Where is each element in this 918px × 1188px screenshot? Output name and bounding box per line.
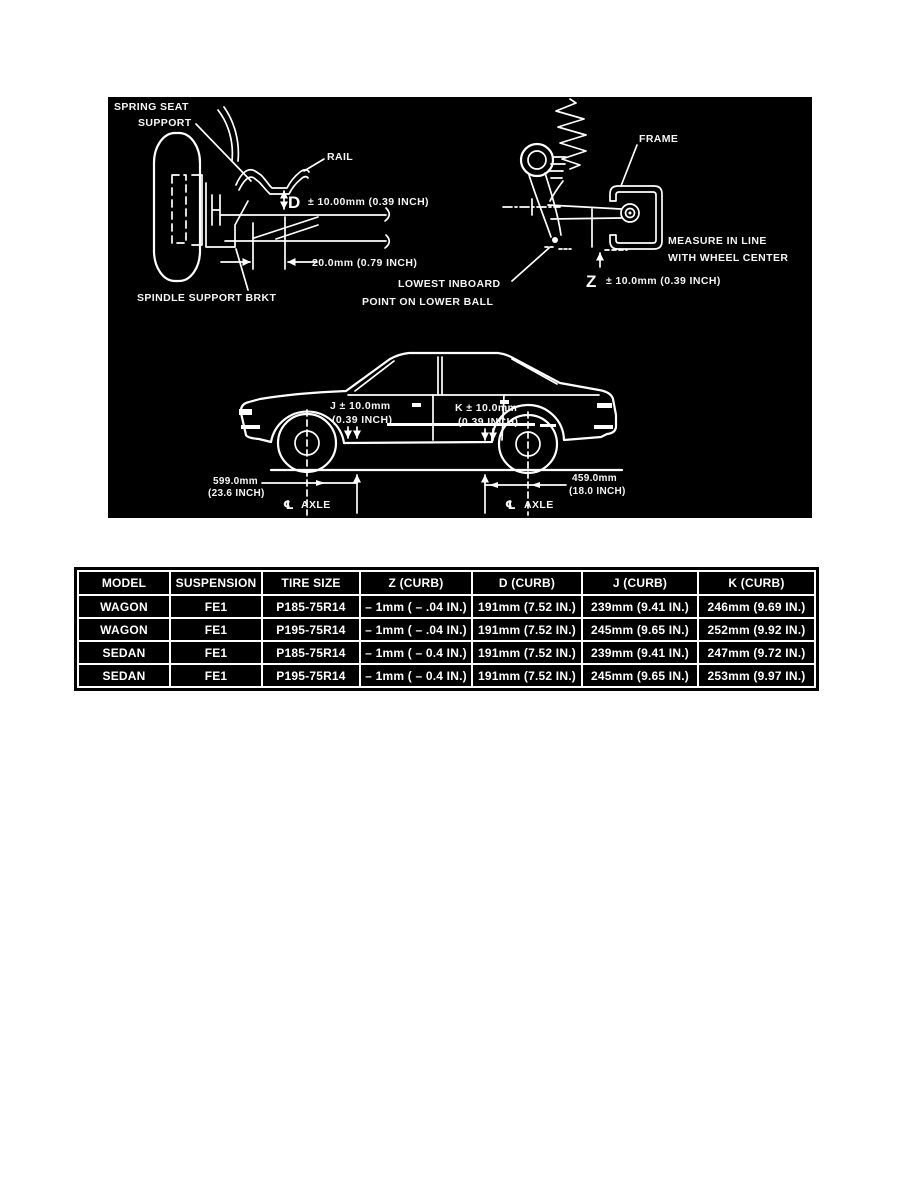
label-dim-599: 599.0mm (213, 476, 258, 487)
cell-j-curb: 239mm (9.41 IN.) (582, 595, 698, 618)
spring-seat-strip-outer (224, 107, 238, 161)
cell-z-curb: – 1mm ( – 0.4 IN.) (360, 641, 472, 664)
label-dim-20mm: 20.0mm (0.79 INCH) (312, 257, 418, 269)
support-leader-line (196, 124, 251, 181)
label-rail: RAIL (327, 151, 354, 163)
cell-z-curb: – 1mm ( – .04 IN.) (360, 595, 472, 618)
label-axle-rear: AXLE (524, 499, 554, 511)
table-row (78, 618, 815, 641)
cell-suspension: FE1 (170, 641, 262, 664)
label-frame: FRAME (639, 133, 679, 145)
cell-d-curb: 191mm (7.52 IN.) (472, 618, 582, 641)
knuckle-ring-outer (521, 144, 553, 176)
b-pillar-lines (438, 357, 442, 394)
cell-suspension: FE1 (170, 664, 262, 687)
cell-j-curb: 245mm (9.65 IN.) (582, 618, 698, 641)
cell-tire-size: P195-75R14 (262, 618, 360, 641)
ball-joint (552, 237, 558, 243)
label-d-letter: D (288, 193, 301, 212)
label-spindle-support-brkt: SPINDLE SUPPORT BRKT (137, 292, 277, 304)
cell-j-curb: 239mm (9.41 IN.) (582, 641, 698, 664)
label-k-line1: K ± 10.0mm (455, 402, 518, 414)
section-wedge (254, 217, 318, 239)
label-lowest-line2: POINT ON LOWER BALL (362, 296, 494, 308)
cell-z-curb: – 1mm ( – 0.4 IN.) (360, 664, 472, 687)
cell-model: SEDAN (78, 641, 170, 664)
knuckle-ring-inner (528, 151, 546, 169)
headlight (239, 409, 252, 415)
table-row (78, 664, 815, 687)
coil-spring (556, 99, 586, 169)
cell-tire-size: P195-75R14 (262, 664, 360, 687)
label-measure-line1: MEASURE IN LINE (668, 235, 767, 247)
rear-dim-arrowhead-1 (489, 482, 498, 488)
taillight (597, 403, 612, 408)
car-side-view (208, 353, 626, 515)
lowest-point-leader-line (512, 248, 549, 281)
label-lowest-line1: LOWEST INBOARD (398, 278, 501, 290)
label-j-line1: J ± 10.0mm (330, 400, 391, 412)
label-d-tolerance: ± 10.00mm (0.39 INCH) (308, 196, 429, 208)
frame-leader-line (621, 145, 637, 186)
label-z-tolerance: ± 10.0mm (0.39 INCH) (606, 275, 721, 287)
cell-tire-size: P185-75R14 (262, 641, 360, 664)
centerline-symbol-rear: ℄ (505, 498, 516, 512)
cell-k-curb: 246mm (9.69 IN.) (698, 595, 815, 618)
member-break-marks (385, 208, 389, 248)
a-pillar-line (355, 361, 394, 391)
cell-model: WAGON (78, 595, 170, 618)
cell-k-curb: 247mm (9.72 IN.) (698, 641, 815, 664)
bushing-center (629, 212, 632, 215)
rear-dim-arrowhead-2 (531, 482, 540, 488)
front-suspension-drawing (114, 101, 429, 304)
cell-d-curb: 191mm (7.52 IN.) (472, 664, 582, 687)
label-j-line2: (0.39 INCH) (332, 414, 393, 426)
header-j-curb: J (CURB) (582, 571, 698, 595)
header-k-curb: K (CURB) (698, 571, 815, 595)
label-axle-front: AXLE (301, 499, 331, 511)
spindle-leader-line (236, 249, 248, 290)
car-body-outline (241, 353, 616, 443)
cell-j-curb: 245mm (9.65 IN.) (582, 664, 698, 687)
centerline-symbol-front: ℄ (283, 498, 294, 512)
cell-d-curb: 191mm (7.52 IN.) (472, 595, 582, 618)
tire-inner-dashed (172, 175, 186, 243)
cell-k-curb: 253mm (9.97 IN.) (698, 664, 815, 687)
header-model: MODEL (78, 571, 170, 595)
c-pillar-line (512, 359, 557, 384)
tire-outline (154, 133, 200, 281)
front-door-handle (412, 403, 421, 407)
label-dim-459: 459.0mm (572, 473, 617, 484)
cell-k-curb: 252mm (9.92 IN.) (698, 618, 815, 641)
header-tire-size: TIRE SIZE (262, 571, 360, 595)
cell-model: WAGON (78, 618, 170, 641)
trim-height-table-frame (74, 567, 819, 691)
label-spring-seat-line1: SPRING SEAT (114, 101, 189, 113)
cell-suspension: FE1 (170, 618, 262, 641)
spindle-bracket-edge (235, 201, 248, 247)
label-k-line2: (0.39 INCH) (458, 416, 519, 428)
label-measure-line2: WITH WHEEL CENTER (668, 252, 789, 264)
table-row (78, 595, 815, 618)
header-z-curb: Z (CURB) (360, 571, 472, 595)
label-dim-459-inch: (18.0 INCH) (569, 486, 626, 497)
table-row (78, 641, 815, 664)
rear-bumper-trim (594, 425, 613, 429)
trim-height-table (77, 570, 816, 688)
trim-height-diagram (108, 97, 812, 518)
front-dim-arrowhead (316, 480, 325, 486)
label-dim-599-inch: (23.6 INCH) (208, 488, 265, 499)
cell-tire-size: P185-75R14 (262, 595, 360, 618)
cell-model: SEDAN (78, 664, 170, 687)
cell-z-curb: – 1mm ( – .04 IN.) (360, 618, 472, 641)
header-suspension: SUSPENSION (170, 571, 262, 595)
label-spring-seat-line2: SUPPORT (138, 117, 192, 129)
diagram-svg (108, 97, 812, 518)
cell-d-curb: 191mm (7.52 IN.) (472, 641, 582, 664)
label-z-letter: Z (586, 272, 597, 291)
header-d-curb: D (CURB) (472, 571, 582, 595)
spindle-ribs (212, 195, 220, 225)
rail-leader-line (304, 159, 324, 171)
front-bumper-trim (241, 425, 260, 429)
cell-suspension: FE1 (170, 595, 262, 618)
table-header-row (78, 571, 815, 595)
lower-member (221, 215, 386, 241)
